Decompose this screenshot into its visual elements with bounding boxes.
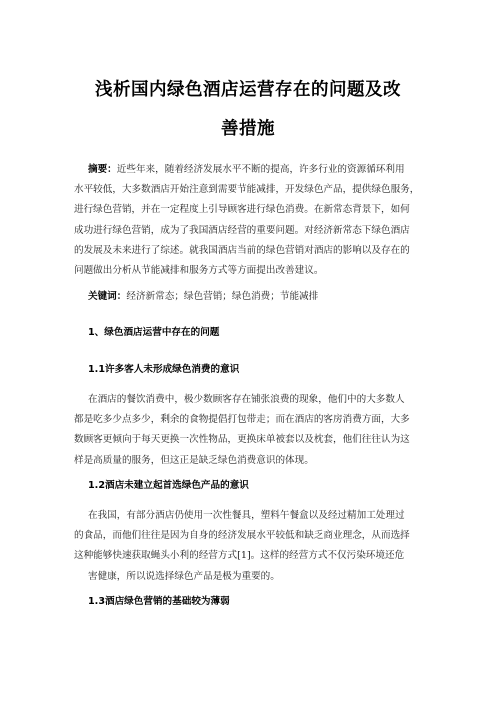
keywords-label: 关键词： <box>88 291 127 302</box>
paragraph-1-2 <box>74 506 444 587</box>
paragraph-1-2-line-4: 害健康，所以说选择绿色产品是极为重要的。 <box>88 570 280 582</box>
paragraph-1-2-line-2: 的食品，而他们往往是因为自身的经济发展水平较低和缺乏商业理念，从而选择 <box>74 530 410 542</box>
section-heading-1-2: 1.2酒店未建立起首选绿色产品的意识 <box>88 480 249 491</box>
paragraph-1-1-line-2: 都是吃多少点多少，剩余的食物提倡打包带走；而在酒店的客房消费方面，大多 <box>74 414 410 426</box>
abstract-label: 摘要： <box>88 164 117 175</box>
abstract-line-1: 摘要：近些年来，随着经济发展水平不断的提高，许多行业的资源循环利用 <box>88 164 405 175</box>
paragraph-1-1-line-4: 样是高质量的服务，但这正是缺乏绿色消费意识的体现。 <box>74 454 314 466</box>
abstract-line-6: 问题做出分析从节能减排和服务方式等方面提出改善建议。 <box>74 265 324 277</box>
keywords-line <box>74 287 458 307</box>
abstract-line-4: 成功进行绿色营销，成为了我国酒店经营的重要问题。对经济新常态下绿色酒店 <box>74 224 410 236</box>
section-heading-1-1: 1.1许多客人未形成绿色消费的意识 <box>88 364 240 375</box>
abstract-paragraph <box>74 160 444 281</box>
paragraph-1-1 <box>74 390 444 471</box>
paper-title-line-1: 浅析国内绿色酒店运营存在的问题及改 <box>95 80 401 100</box>
paragraph-1-1-line-3: 数顾客更倾向于每天更换一次性物品，更换床单被套以及枕套，他们往往认为这 <box>74 434 410 446</box>
abstract-line-3: 进行绿色营销，并在一定程度上引导顾客进行绿色消费。在新常态背景下，如何 <box>74 204 410 216</box>
paragraph-1-1-line-1: 在酒店的餐饮消费中，极少数顾客存在铺张浪费的现象，他们中的大多数人 <box>88 394 405 405</box>
keywords-text: 经济新常态；绿色营销；绿色消费；节能减排 <box>126 291 319 302</box>
paragraph-1-2-line-1: 在我国，有部分酒店仍使用一次性餐具，塑料午餐盒以及经过精加工处理过 <box>88 510 405 521</box>
section-heading-1: 1、绿色酒店运营中存在的问题 <box>88 327 220 338</box>
paragraph-1-2-line-3: 这种能够快速获取蝇头小利的经营方式[1]。这样的经营方式不仅污染环境还危 <box>74 550 405 562</box>
section-heading-1-3: 1.3酒店绿色营销的基础较为薄弱 <box>88 596 230 607</box>
abstract-line-5: 的发展及未来进行了综述。就我国酒店当前的绿色营销对酒店的影响以及存在的 <box>74 244 410 256</box>
paper-title-line-2: 善措施 <box>221 119 275 139</box>
abstract-line-2: 水平较低，大多数酒店开始注意到需要节能减排，开发绿色产品，提供绿色服务， <box>74 184 420 196</box>
